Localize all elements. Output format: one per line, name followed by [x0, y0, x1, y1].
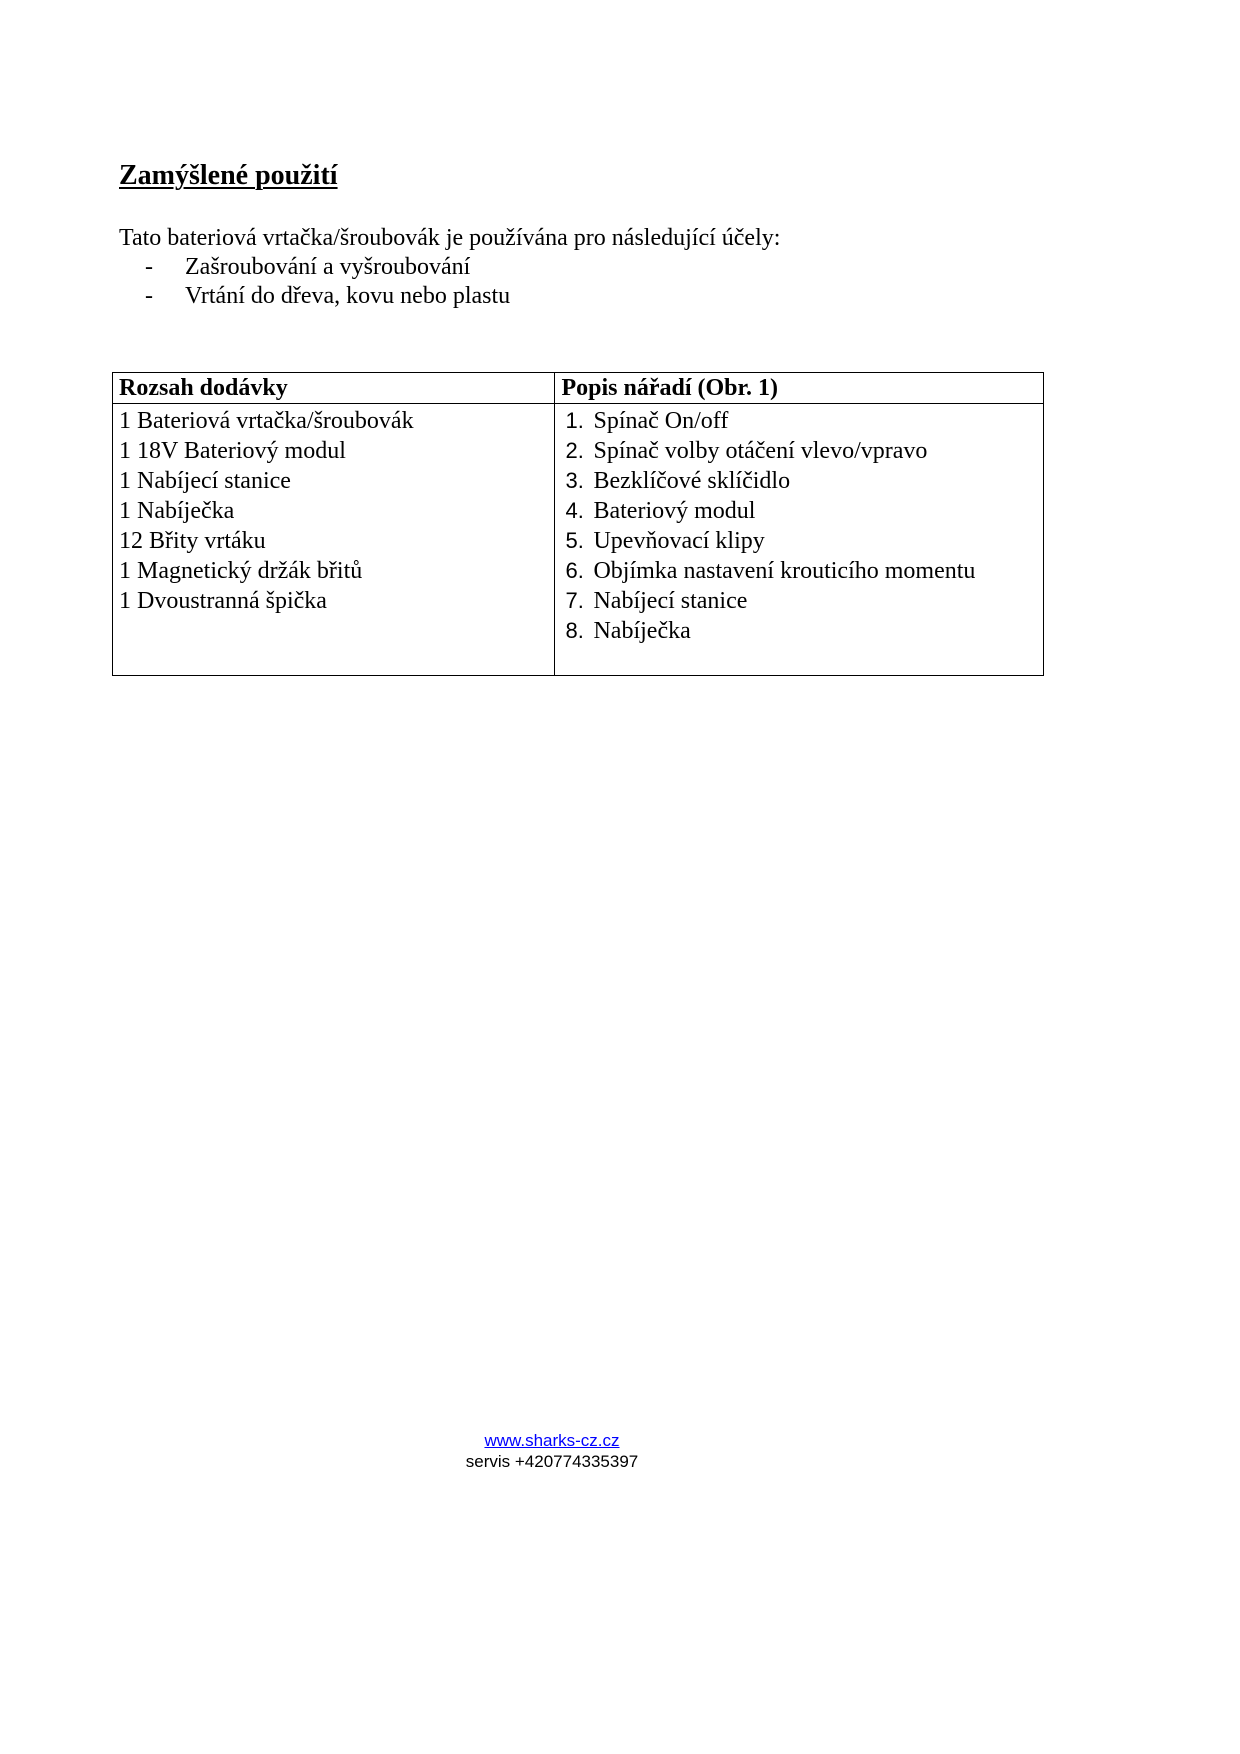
- list-item: [561, 436, 1037, 466]
- tool-parts-list: [561, 406, 1037, 646]
- header-delivery-scope: Rozsah dodávky: [113, 373, 555, 404]
- spec-table: [112, 372, 1044, 676]
- list-item: 12 Břity vrtáku: [119, 528, 266, 554]
- item-number: 6.: [565, 558, 584, 583]
- list-item: 1 Magnetický držák břitů: [119, 558, 363, 584]
- list-item: [561, 586, 1037, 616]
- footer: [0, 1430, 1104, 1472]
- part-label: Bateriový modul: [593, 498, 756, 524]
- list-item: [561, 556, 1037, 586]
- part-label: Bezklíčové sklíčidlo: [593, 468, 791, 494]
- website-link[interactable]: www.sharks-cz.cz: [484, 1431, 620, 1450]
- list-item: 1 Bateriová vrtačka/šroubovák: [119, 408, 414, 434]
- uses-list: [145, 253, 510, 311]
- item-number: 3.: [565, 468, 584, 493]
- use-text: Vrtání do dřeva, kovu nebo plastu: [185, 283, 511, 309]
- item-number: 7.: [565, 588, 584, 613]
- part-label: Nabíječka: [593, 618, 691, 644]
- item-number: 2.: [565, 438, 584, 463]
- intro-text: Tato bateriová vrtačka/šroubovák je používána pro následující účely:: [119, 225, 781, 251]
- item-number: 8.: [565, 618, 584, 643]
- list-item: 1 Nabíječka: [119, 498, 235, 524]
- page-title: Zamýšlené použití: [119, 160, 338, 191]
- delivery-list: [119, 406, 548, 616]
- service-phone: servis +420774335397: [465, 1452, 639, 1471]
- bullet-dash: -: [145, 283, 153, 309]
- header-tool-description: Popis nářadí (Obr. 1): [555, 373, 1044, 404]
- part-label: Nabíjecí stanice: [593, 588, 748, 614]
- list-item: 1 Dvoustranná špička: [119, 588, 327, 614]
- list-item: [561, 526, 1037, 556]
- item-number: 1.: [565, 408, 584, 433]
- bullet-dash: -: [145, 254, 153, 280]
- list-item: 1 Nabíjecí stanice: [119, 468, 291, 494]
- part-label: Spínač On/off: [593, 408, 729, 434]
- part-label: Spínač volby otáčení vlevo/vpravo: [593, 438, 928, 464]
- tool-description-cell: [555, 404, 1044, 676]
- item-number: 5.: [565, 528, 584, 553]
- table-row: [113, 404, 1044, 676]
- list-item: [145, 282, 510, 311]
- list-item: [561, 406, 1037, 436]
- table-header-row: [113, 373, 1044, 404]
- item-number: 4.: [565, 498, 584, 523]
- list-item: 1 18V Bateriový modul: [119, 438, 346, 464]
- part-label: Upevňovací klipy: [593, 528, 765, 554]
- list-item: [561, 466, 1037, 496]
- list-item: [145, 253, 510, 282]
- list-item: [561, 616, 1037, 646]
- delivery-scope-cell: [113, 404, 555, 676]
- part-label: Objímka nastavení krouticího momentu: [593, 558, 976, 584]
- use-text: Zašroubování a vyšroubování: [185, 254, 471, 280]
- list-item: [561, 496, 1037, 526]
